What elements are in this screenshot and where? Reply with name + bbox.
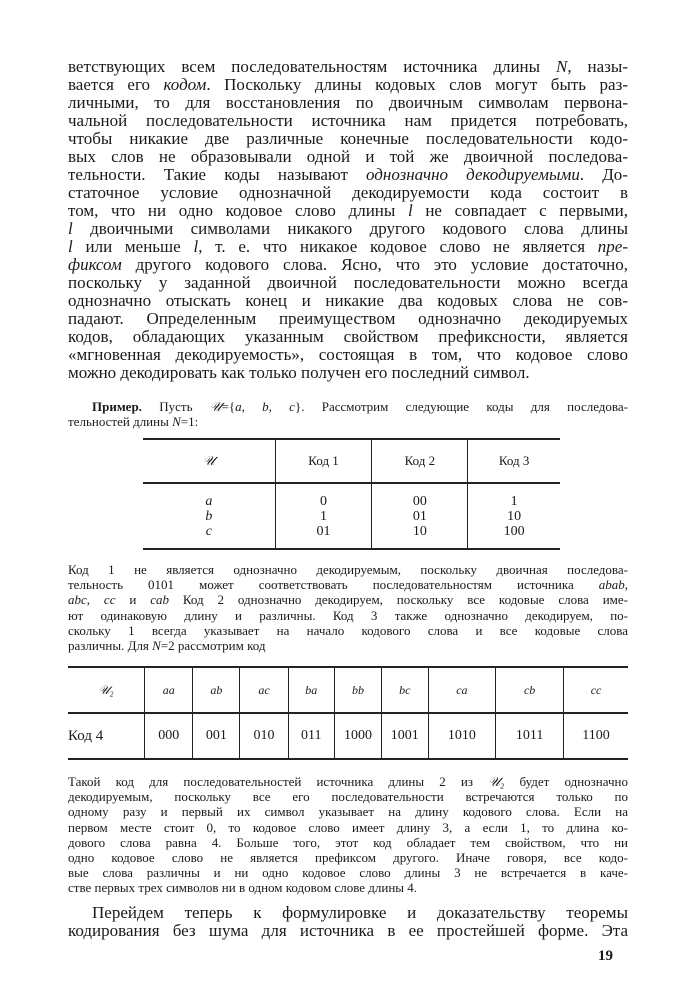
text-line [68,328,628,346]
text-segment: N [172,414,181,430]
text-segment: 𝒰₂ [488,774,505,789]
text-segment: поскольку у заданной двоичной последовательности можно всегда [68,273,628,292]
table2-header-cell: ac [240,667,288,713]
text-line [68,202,628,220]
text-line [68,184,628,202]
table2-cell: 1010 [428,713,496,759]
text-segment: cc [103,592,116,608]
text-line [68,804,628,819]
table2-header-cell: ba [288,667,334,713]
text-segment: кодом [163,75,207,94]
text-line [68,166,628,184]
text-segment: N [556,57,568,76]
text-segment: том, что ни одно кодовое слово длины [68,201,408,220]
table2-header-cell: cb [496,667,564,713]
paragraph-4 [68,904,628,940]
text-segment: тельность 0101 может соответствовать последовательностям источника [68,577,599,593]
text-line [68,904,628,922]
text-line [68,608,628,623]
text-line [68,623,628,638]
text-segment: или меньше [72,237,194,256]
text-line [68,130,628,148]
text-segment: l [193,237,199,256]
text-line [68,577,628,592]
text-line [68,58,628,76]
text-segment: l [68,219,73,238]
table1-cell: c [205,523,212,539]
text-segment: пре- [597,237,628,256]
table2-cell: 1001 [382,713,428,759]
text-segment: другого кодового слова. Ясно, что это условие достаточно, [121,255,628,274]
text-segment: «мгновенная декодируемость», состоящая в том, что кодовое слово [68,345,628,364]
text-segment: abc [68,592,87,608]
text-segment: однозначно отыскать конец и никакие два кодовых слова не сов- [68,291,628,310]
text-line [68,850,628,865]
text-segment: l [68,237,73,256]
text-line [68,820,628,835]
table1-cell: 01 [316,523,331,539]
table2-cell: 1100 [564,713,628,759]
table1-cell: 0 [320,493,328,509]
text-segment: abab [598,577,625,593]
text-segment: вается его [68,75,164,94]
text-segment: ветствующих всем последовательностям источника длины [68,57,557,76]
table2-cell: 1000 [335,713,382,759]
paragraph-1 [68,58,628,382]
table2-cell: 000 [145,713,193,759]
text-segment: Перейдем теперь к формулировке и доказательству теоремы [92,903,628,922]
table1-col-code1 [275,483,372,549]
text-line [68,112,628,130]
text-line [68,789,628,804]
text-segment: вых слов не образовывали одной и той же двоичной последова- [68,147,628,166]
table1-header-code1: Код 1 [275,439,372,483]
table2-header-cell: bb [335,667,382,713]
text-segment: двоичными символами никакого другого кодового слова длины [72,219,628,238]
table1-cell: 10 [412,523,427,539]
text-line [68,148,628,166]
text-segment: личными, то для восстановления по двоичным символам первона- [68,93,628,112]
text-segment: Код 2 однозначно декодируем, поскольку все кодовые слова име- [168,592,628,608]
text-segment: Такой код для последовательностей источника длины 2 из [68,774,489,789]
text-segment: будет однозначно [504,774,628,789]
text-segment: , назы- [567,57,628,76]
table1-cell: a [205,493,213,509]
text-segment: ={ [221,399,236,414]
text-segment: , [624,577,628,593]
text-segment: можно декодировать как только получен его последний символ. [68,363,530,382]
text-segment: тельностей длины [68,414,173,430]
text-line [68,94,628,112]
text-segment: Код 1 не является однозначно декодируемым, поскольку двоичная последова- [68,562,628,577]
text-segment: стве первых трех символов ни в одном кодовом слове длины 4. [68,880,418,896]
text-segment: , [86,592,104,608]
text-segment: Пусть [141,399,210,414]
text-segment: ют одинаковую длину и различны. Код 3 также однозначно декодируем, по- [68,607,628,623]
text-segment: Пример. [92,399,142,414]
text-line [68,865,628,880]
text-segment: фиксом [68,255,122,274]
table1-header-code3: Код 3 [468,439,560,483]
code-table-n1 [143,438,560,550]
table1-cell: 100 [503,523,525,539]
table1-header-alphabet: 𝒰 [143,439,275,483]
text-segment: тельности. Такие коды называют [68,165,367,184]
table2-header-cell: aa [145,667,193,713]
table1-cell: 01 [412,508,427,524]
text-line [68,562,628,577]
table1-cell: 1 [320,508,328,524]
table2-cell: Код 4 [68,713,145,759]
table1-col-code2 [372,483,468,549]
text-segment: первом месте стоит 0, то кодовое слово имеет длину 3, а если 1, то длина ко- [68,819,628,835]
text-segment: падают. Определенным преимуществом однозначно декодируемых [68,309,628,328]
text-segment: кодирования без шума для источника в ее простейшей форме. Эта [68,921,628,940]
table1-cell: 00 [412,493,427,509]
text-line [68,835,628,850]
page-number: 19 [598,948,613,964]
text-segment: чтобы никакие две различные конечные последовательности кодо- [68,129,628,148]
text-line [68,256,628,274]
text-line [68,364,628,382]
text-segment: cab [150,592,169,608]
text-line [68,774,628,789]
text-segment: N [152,637,161,653]
text-segment: a, b, c [235,399,295,414]
table2-header-cell: ca [428,667,496,713]
text-line [68,346,628,364]
table1-cell: b [205,508,213,524]
text-line [68,220,628,238]
text-segment: и [115,592,151,608]
table2-cell: 011 [288,713,334,759]
text-segment: вые слова различны и ни одно кодовое слово длины 3 не встречается в каче- [68,865,628,881]
text-line [68,274,628,292]
text-segment: =2 рассмотрим код [160,637,266,653]
table2-cell: 1011 [496,713,564,759]
text-line [68,414,628,429]
text-line [68,238,628,256]
table2-cell: 010 [240,713,288,759]
text-line [68,592,628,607]
text-segment: декодируемым, поскольку все его последовательности встречаются только по [68,789,628,805]
text-line [68,399,628,414]
table1-col-symbols [143,483,275,549]
text-segment: скольку 1 всегда указывает на начало кодового слова и все кодовые слова [68,622,628,638]
text-segment: =1: [180,414,199,430]
table1-body [143,483,560,549]
text-segment: кодов, обладающих указанным свойством префиксности, является [68,327,628,346]
text-segment: l [407,201,413,220]
text-line [68,880,628,895]
table1-header-code2: Код 2 [372,439,468,483]
table2-header-cell: 𝒰₂ [68,667,145,713]
table1-cell: 10 [507,508,522,524]
table2-header-cell: bc [382,667,428,713]
text-line [68,922,628,940]
text-line [68,638,628,653]
text-segment: чальной последовательности источника нам придется потребовать, [68,111,628,130]
text-segment: не совпадает с первыми, [412,201,628,220]
code-table-n2 [68,666,628,760]
text-segment: }. Рассмотрим следующие коды для последова- [294,399,628,414]
text-line [68,76,628,94]
table2-cell: 001 [193,713,240,759]
text-segment: 𝒰 [209,399,222,414]
table2-header-cell: ab [193,667,240,713]
table1-col-code3 [468,483,560,549]
text-line [68,292,628,310]
text-segment: однозначно декодируемыми [366,165,580,184]
text-segment: статочное условие однозначной декодируемости кода состоит в [68,183,628,202]
text-segment: различны. Для [68,637,153,653]
paragraph-3 [68,774,628,896]
table2-header-cell: cc [564,667,628,713]
example-paragraph [68,399,628,429]
paragraph-2 [68,562,628,653]
text-segment: одному разу и первый их символ указывает на длину кодового слова. Если на [68,804,628,820]
text-line [68,310,628,328]
text-segment: , т. е. что никакое кодовое слово не является [198,237,598,256]
table1-cell: 1 [510,493,518,509]
text-segment: . Поскольку длины кодовых слов могут быть раз- [206,75,628,94]
text-segment: . До- [579,165,628,184]
text-segment: дового слова равна 4. Больше того, этот код обладает тем свойством, что ни [68,834,628,850]
text-segment: одно кодовое слово не является префиксом другого. Иначе говоря, все кодо- [68,849,628,865]
